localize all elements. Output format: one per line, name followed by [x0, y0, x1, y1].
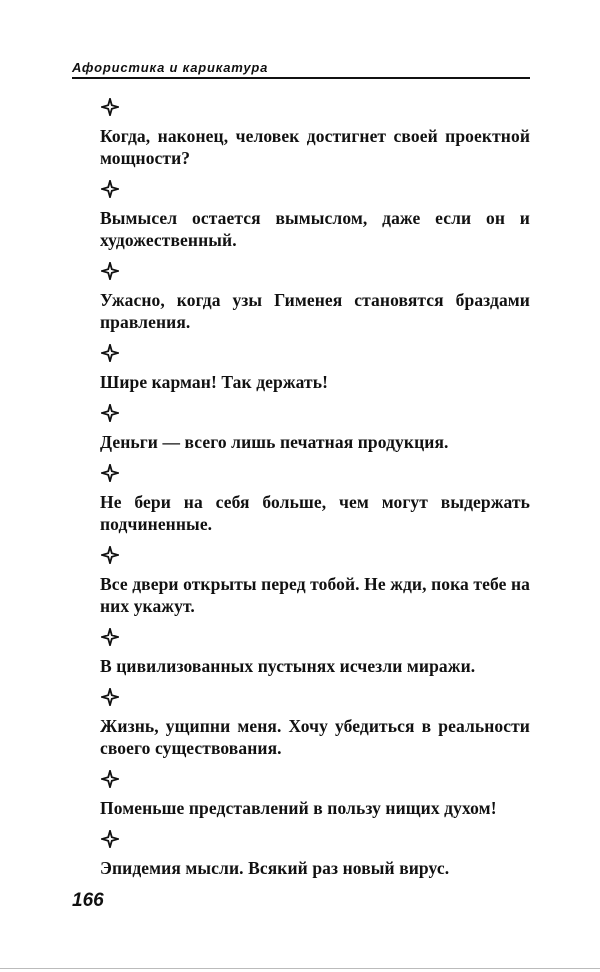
four-point-star-icon	[101, 180, 119, 198]
page-number: 166	[72, 890, 104, 911]
four-point-star-icon	[101, 770, 119, 788]
aphorism	[100, 344, 530, 393]
aphorism-text: Жизнь, ущипни меня. Хочу убедиться в реальности своего существования.	[100, 716, 530, 758]
aphorism	[100, 404, 530, 453]
four-point-star-icon	[101, 262, 119, 280]
aphorism	[100, 98, 530, 169]
aphorism-text: Эпидемия мысли. Всякий раз новый вирус.	[100, 858, 450, 878]
aphorism	[100, 628, 530, 677]
aphorism-text: В цивилизованных пустынях исчезли миражи.	[100, 656, 476, 676]
aphorism-text: Все двери открыты перед тобой. Не жди, пока тебе на них укажут.	[100, 574, 530, 616]
aphorism-text: Вымысел остается вымыслом, даже если он и художественный.	[100, 208, 530, 250]
four-point-star-icon	[101, 688, 119, 706]
aphorism-text: Шире карман! Так держать!	[100, 372, 329, 392]
aphorism	[100, 770, 530, 819]
aphorism	[100, 830, 530, 879]
aphorism-text: Не бери на себя больше, чем могут выдержать подчиненные.	[100, 492, 530, 534]
four-point-star-icon	[101, 830, 119, 848]
aphorism	[100, 180, 530, 251]
aphorism	[100, 688, 530, 759]
four-point-star-icon	[101, 404, 119, 422]
four-point-star-icon	[101, 546, 119, 564]
aphorism	[100, 262, 530, 333]
aphorism-text: Поменьше представлений в пользу нищих духом!	[100, 798, 497, 818]
four-point-star-icon	[101, 98, 119, 116]
running-head: Афористика и карикатура	[72, 60, 269, 75]
aphorism	[100, 546, 530, 617]
aphorism	[100, 464, 530, 535]
header-rule	[72, 77, 530, 79]
page-edge-line	[0, 968, 600, 969]
four-point-star-icon	[101, 344, 119, 362]
four-point-star-icon	[101, 464, 119, 482]
four-point-star-icon	[101, 628, 119, 646]
aphorism-text: Когда, наконец, человек достигнет своей проектной мощности?	[100, 126, 530, 168]
aphorism-text: Ужасно, когда узы Гименея становятся браздами правления.	[100, 290, 530, 332]
aphorism-list	[100, 98, 530, 890]
aphorism-text: Деньги — всего лишь печатная продукция.	[100, 432, 449, 452]
